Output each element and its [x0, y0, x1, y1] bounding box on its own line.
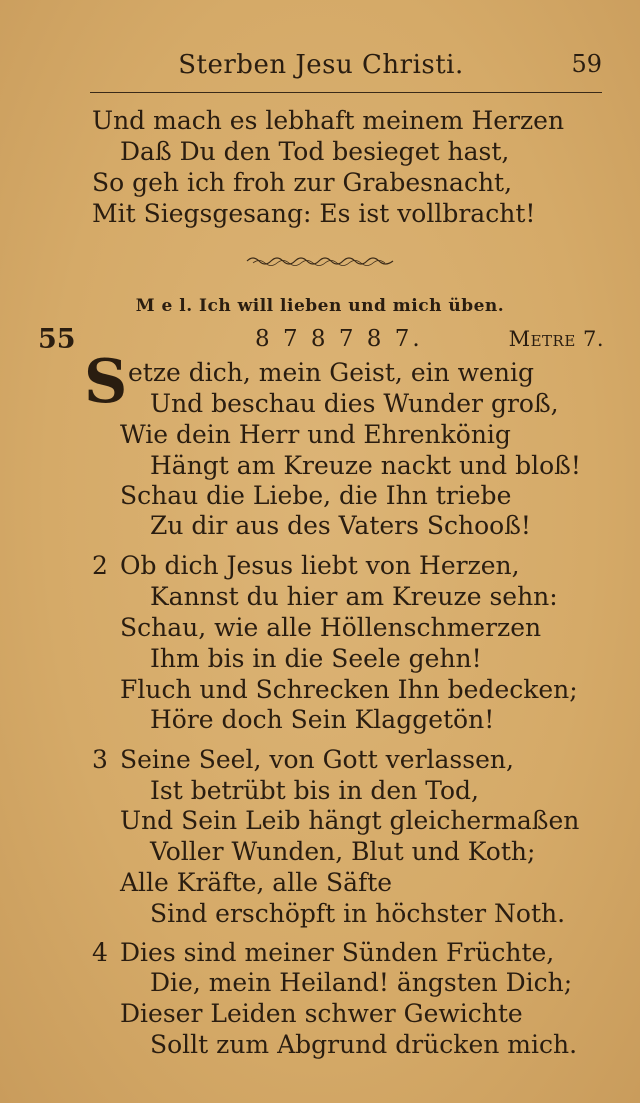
- wavy-divider-ornament: [245, 254, 395, 268]
- running-header: [40, 48, 602, 88]
- verse-line: Ob dich Jesus liebt von Herzen,: [120, 551, 520, 580]
- verse-line: Die, mein Heiland! ängsten Dich;: [150, 968, 573, 997]
- verse-line: Höre doch Sein Klaggetön!: [150, 705, 495, 734]
- verse-number: 2: [92, 551, 108, 580]
- page-number: 59: [571, 50, 602, 78]
- continuation-line: Daß Du den Tod besieget hast,: [120, 137, 510, 166]
- verse-number: 4: [92, 938, 108, 967]
- verse-line: Schau, wie alle Höllenschmerzen: [120, 613, 542, 642]
- verse-line: Dieser Leiden schwer Gewichte: [120, 999, 523, 1028]
- verse-line: Hängt am Kreuze nackt und bloß!: [150, 451, 581, 480]
- verse-line: Kannst du hier am Kreuze sehn:: [150, 582, 558, 611]
- verse-line: Und beschau dies Wunder groß,: [150, 389, 559, 418]
- verse-line: etze dich, mein Geist, ein wenig: [128, 358, 534, 387]
- verse-line: Sollt zum Abgrund drücken mich.: [150, 1030, 578, 1059]
- header-title: Sterben Jesu Christi.: [178, 50, 464, 80]
- verse-line: Fluch und Schrecken Ihn bedecken;: [120, 675, 578, 704]
- metre-label: Metre 7.: [508, 327, 604, 351]
- drop-cap: S: [84, 347, 128, 417]
- verse-line: Ihm bis in die Seele gehn!: [150, 644, 482, 673]
- melody-indication: M e l. Ich will lieben und mich üben.: [135, 296, 505, 316]
- verse-line: Sind erschöpft in höchster Noth.: [150, 899, 566, 928]
- verse-line: Dies sind meiner Sünden Früchte,: [120, 938, 555, 967]
- verse-line: Zu dir aus des Vaters Schooß!: [150, 511, 531, 540]
- continuation-line: Mit Siegsgesang: Es ist vollbracht!: [92, 199, 536, 228]
- verse-line: Voller Wunden, Blut und Koth;: [150, 837, 536, 866]
- verse-line: Seine Seel, von Gott verlassen,: [120, 745, 514, 774]
- header-rule: [90, 92, 602, 93]
- meter-numbers: 8 7 8 7 8 7.: [255, 326, 423, 352]
- verse-line: Alle Kräfte, alle Säfte: [120, 868, 393, 897]
- verse-line: Und Sein Leib hängt gleichermaßen: [120, 806, 580, 835]
- verse-line: Schau die Liebe, die Ihn triebe: [120, 481, 512, 510]
- verse-line: Ist betrübt bis in den Tod,: [150, 776, 479, 805]
- continuation-line: Und mach es lebhaft meinem Herzen: [92, 106, 565, 135]
- hymn-number: 55: [38, 324, 76, 355]
- verse-number: 3: [92, 745, 108, 774]
- verse-line: Wie dein Herr und Ehrenkönig: [120, 420, 511, 449]
- continuation-line: So geh ich froh zur Grabesnacht,: [92, 168, 513, 197]
